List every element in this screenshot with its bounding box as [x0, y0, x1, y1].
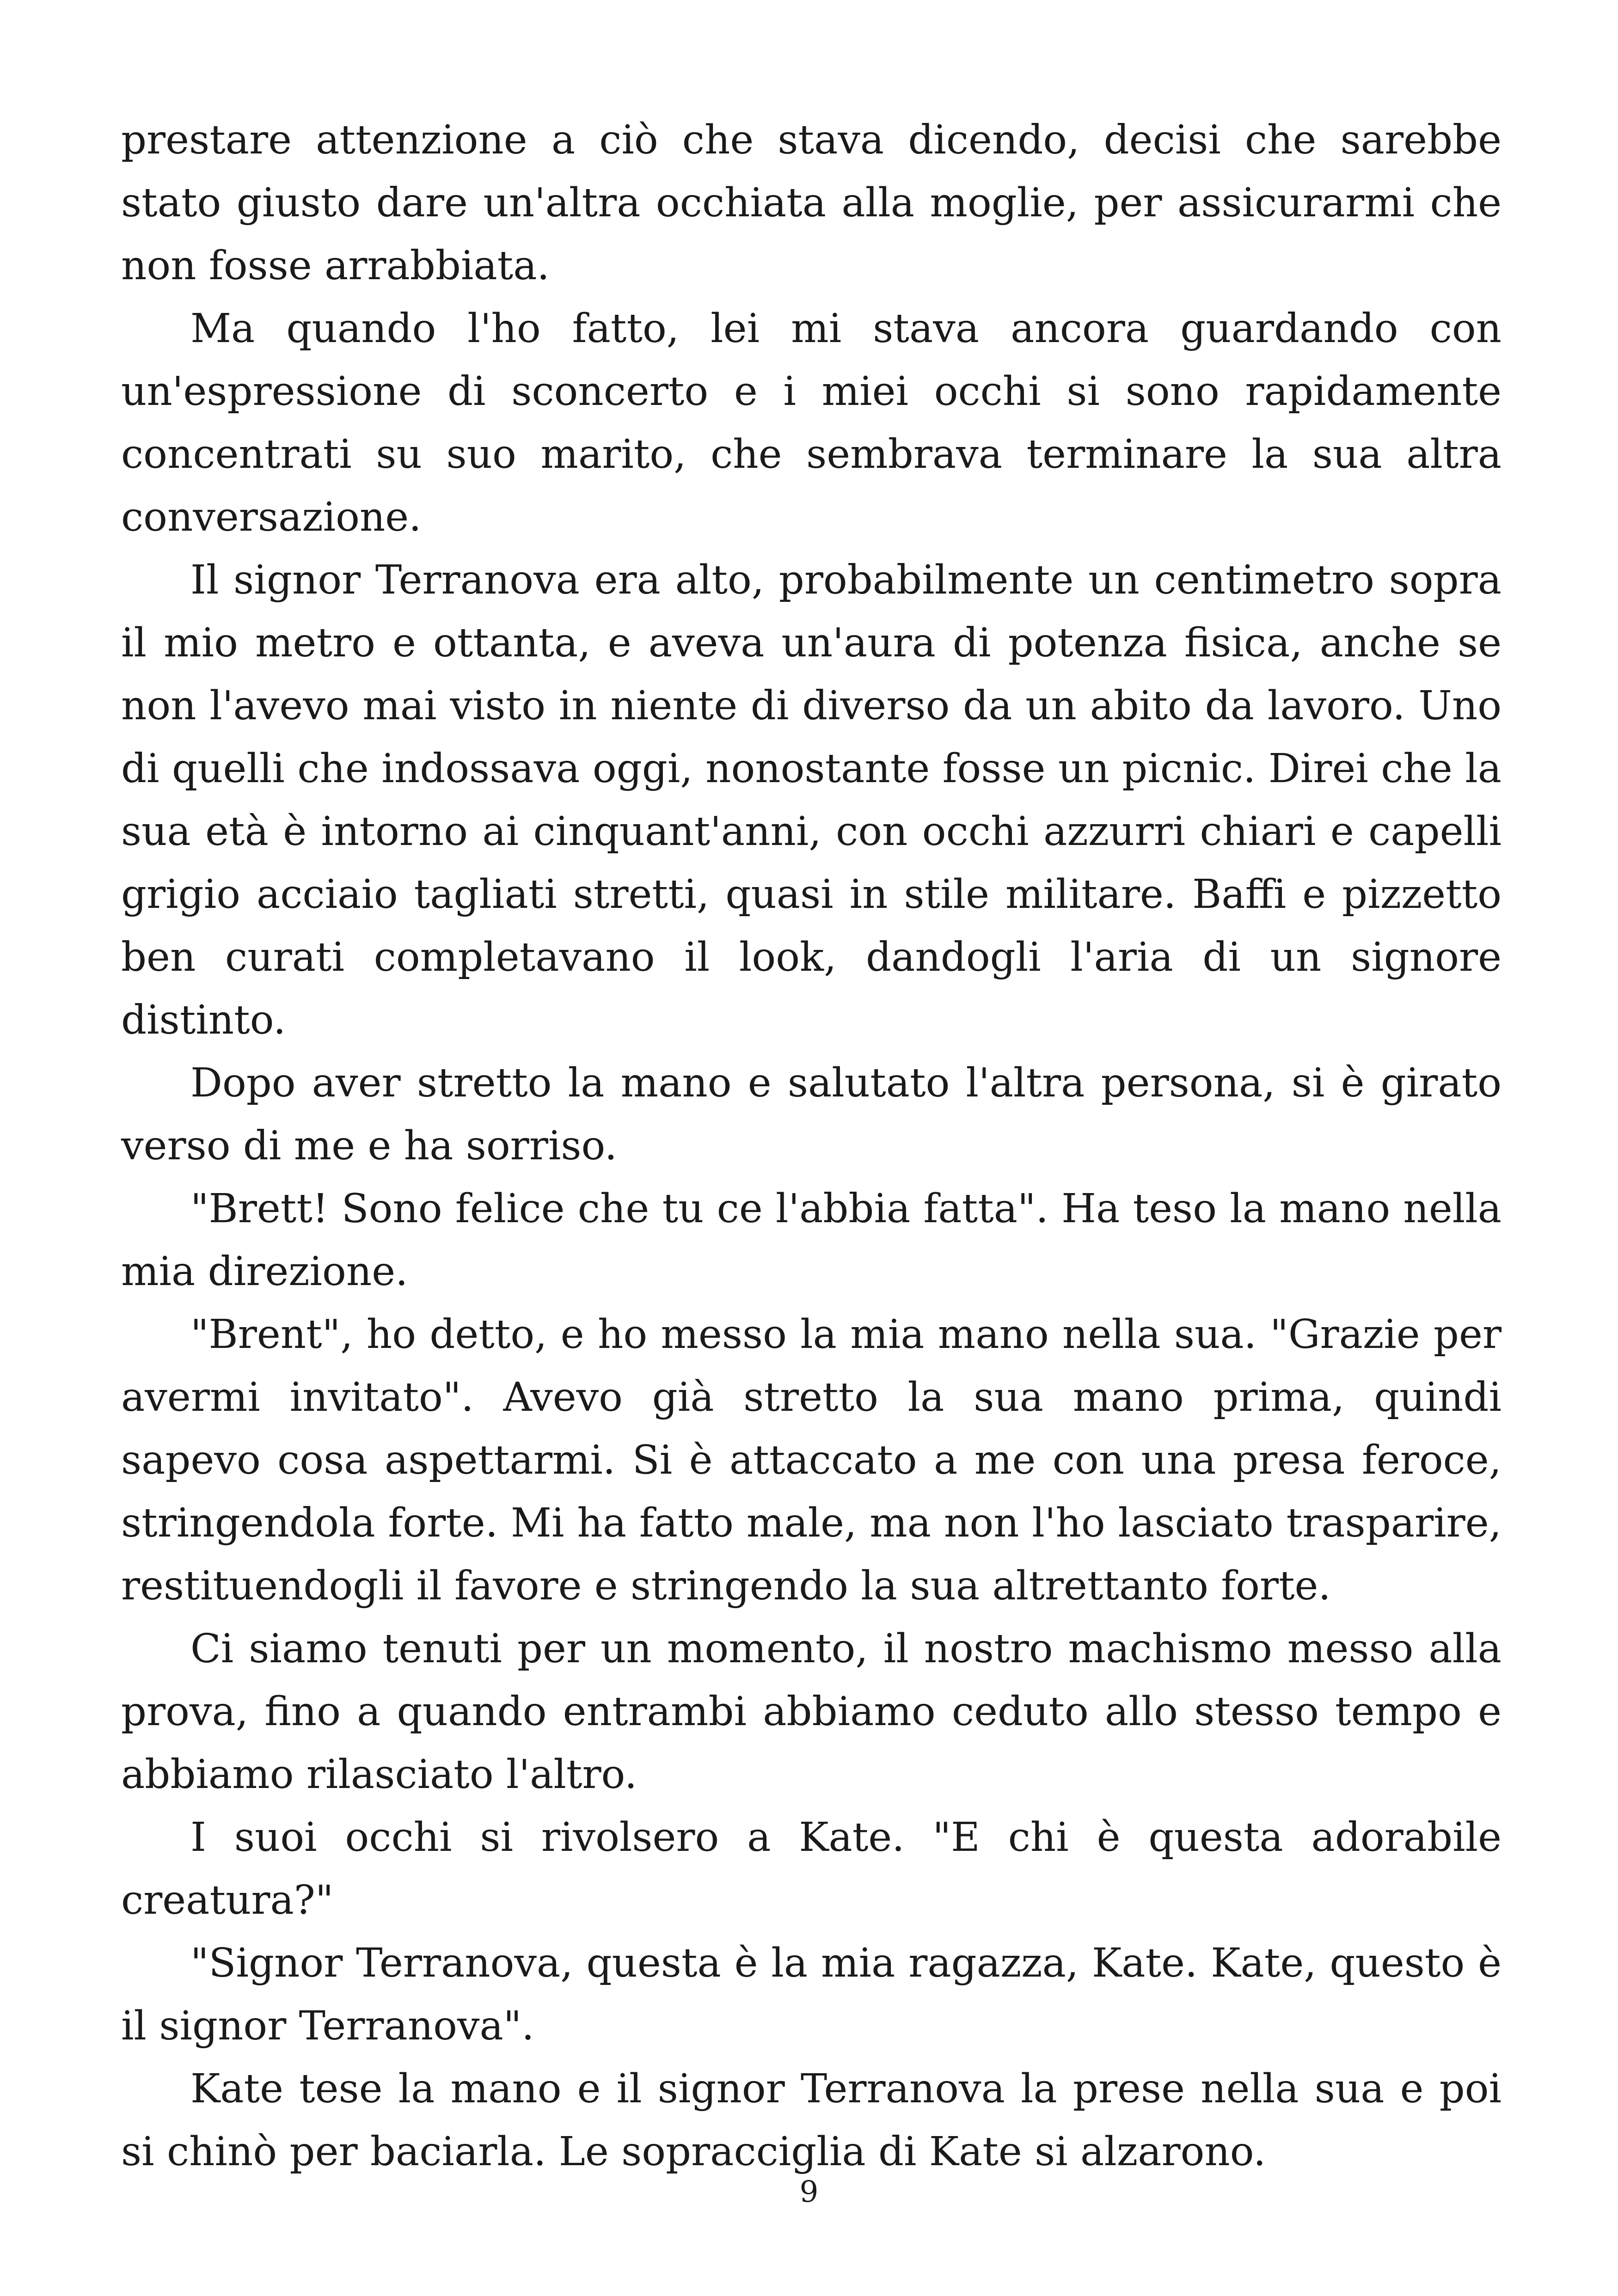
paragraph: Kate tese la mano e il signor Terranova la prese nella sua e poi si chinò per baciarla. Le sopracciglia di Kate si alzarono.: [121, 2066, 1502, 2175]
paragraph: prestare attenzione a ciò che stava dicendo, decisi che sarebbe stato giusto dare un'altra occhiata alla moglie, per assicurarmi che non fosse arrabbiata.: [121, 117, 1502, 289]
paragraph: Il signor Terranova era alto, probabilmente un centimetro sopra il mio metro e ottanta, e aveva un'aura di potenza fisica, anche se non l'avevo mai visto in niente di diverso da un abito da lavoro. Uno di quelli che indossava oggi, nonostante fosse un picnic. Direi che la sua età è intorno ai cinquant'anni, con occhi azzurri chiari e capelli grigio acciaio tagliati stretti, quasi in stile militare. Baffi e pizzetto ben curati completavano il look, dandogli l'aria di un signore distinto.: [121, 557, 1502, 1043]
page-body: [121, 109, 1502, 2183]
paragraph: "Brett! Sono felice che tu ce l'abbia fatta". Ha teso la mano nella mia direzione.: [121, 1186, 1502, 1295]
paragraph: Ma quando l'ho fatto, lei mi stava ancora guardando con un'espressione di sconcerto e i miei occhi si sono rapidamente concentrati su suo marito, che sembrava terminare la sua altra conversazione.: [121, 306, 1502, 540]
paragraph: "Signor Terranova, questa è la mia ragazza, Kate. Kate, questo è il signor Terranova".: [121, 1940, 1502, 2049]
paragraph: "Brent", ho detto, e ho messo la mia mano nella sua. "Grazie per avermi invitato". Avevo già stretto la sua mano prima, quindi sapevo cosa aspettarmi. Si è attaccato a me con una presa feroce, stringendola forte. Mi ha fatto male, ma non l'ho lasciato trasparire, restituendogli il favore e stringendo la sua altrettanto forte.: [121, 1311, 1502, 1609]
paragraph: Ci siamo tenuti per un momento, il nostro machismo messo alla prova, fino a quando entrambi abbiamo ceduto allo stesso tempo e abbiamo rilasciato l'altro.: [121, 1626, 1502, 1798]
paragraph: I suoi occhi si rivolsero a Kate. "E chi è questa adorabile creatura?": [121, 1814, 1502, 1923]
paragraph: Dopo aver stretto la mano e salutato l'altra persona, si è girato verso di me e ha sorriso.: [121, 1060, 1502, 1169]
page-number: 9: [799, 2175, 819, 2209]
